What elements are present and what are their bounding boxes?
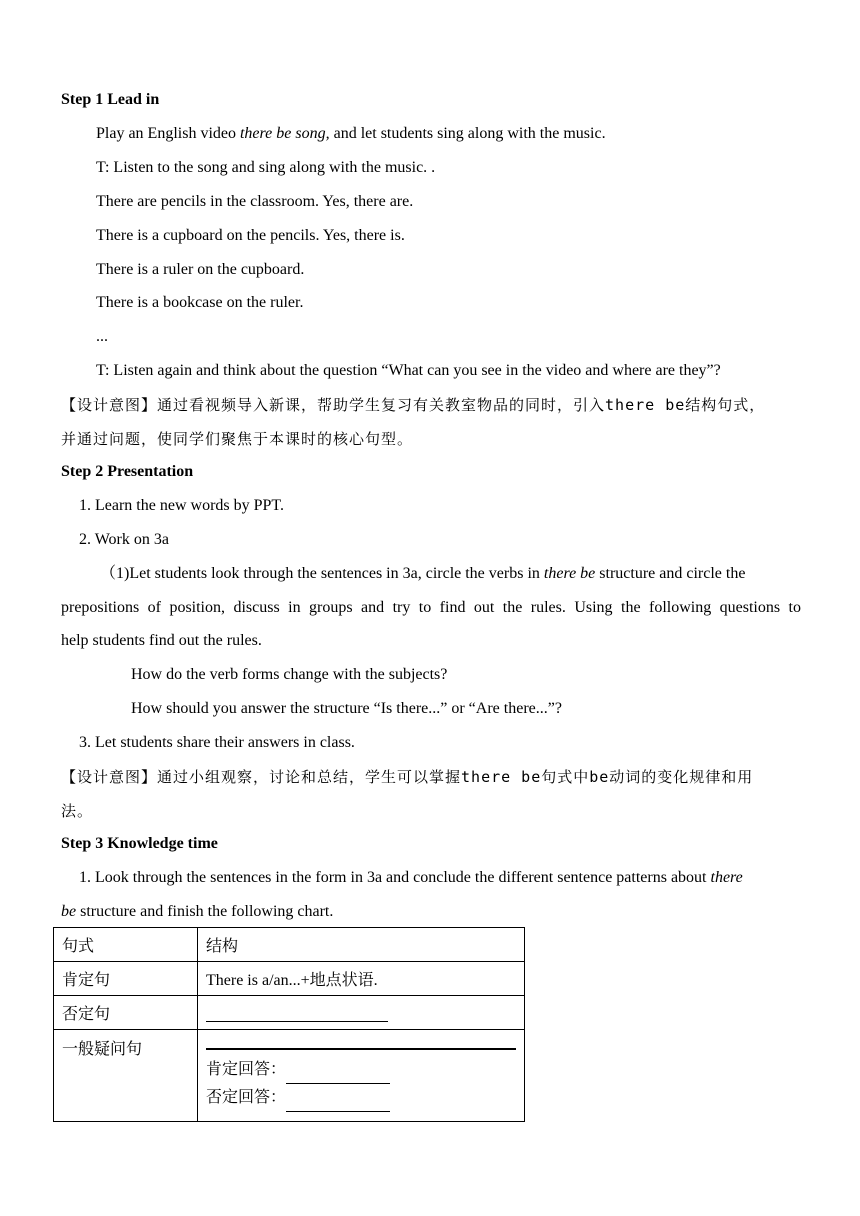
step1-line-video-post: and let students sing along with the music. [329, 125, 606, 142]
table-cell-affirmative: 肯定句 [54, 962, 198, 996]
step2-intent-line1: 【设计意图】通过小组观察，讨论和总结，学生可以掌握there be句式中be动词的变化规律和用 [61, 768, 754, 786]
step2-item3: 3. Let students share their answers in class. [79, 734, 355, 751]
question-blank-line [206, 1036, 516, 1050]
yes-answer-blank [286, 1069, 390, 1084]
step1-line-question: T: Listen again and think about the question “What can you see in the video and where are they”? [96, 362, 721, 379]
step1-title: Step 1 Lead in [61, 91, 160, 108]
step3-item1-line2 [61, 902, 333, 922]
yes-answer-row [206, 1056, 516, 1084]
step1-line-video-pre: Play an English video [96, 125, 240, 142]
step2-item1: 1. Learn the new words by PPT. [79, 497, 284, 514]
no-answer-label: 否定回答： [206, 1089, 287, 1106]
step1-line-cupboard: There is a cupboard on the pencils. Yes, there is. [96, 227, 405, 244]
step2-title: Step 2 Presentation [61, 463, 194, 480]
step2-sub1-line2: prepositions of position, discuss in groups and try to find out the rules. Using the following questions to [61, 599, 801, 616]
sentence-pattern-table [53, 927, 525, 1122]
step3-item1-line2-post: structure and finish the following chart. [76, 903, 334, 920]
step2-question1: How do the verb forms change with the subjects? [131, 666, 448, 683]
table-cell-question: 一般疑问句 [54, 1030, 198, 1122]
no-answer-blank [286, 1097, 390, 1112]
step3-title: Step 3 Knowledge time [61, 835, 218, 852]
table-header-pattern: 句式 [54, 928, 198, 962]
step2-intent-line2: 法。 [61, 802, 94, 820]
step1-line-video [96, 124, 606, 144]
no-answer-row [206, 1084, 516, 1112]
step3-item1-em: there [710, 869, 743, 886]
step1-intent-line1: 【设计意图】通过看视频导入新课，帮助学生复习有关教室物品的同时，引入there be结构句式， [61, 396, 766, 414]
step2-sub1-post: structure and circle the [595, 565, 746, 582]
table-row [54, 962, 525, 996]
step1-line-video-em: there be song, [239, 125, 330, 142]
step2-question2: How should you answer the structure “Is there...” or “Are there...”? [131, 700, 562, 717]
table-header-row [54, 928, 525, 962]
table-cell-negative-structure [198, 996, 525, 1030]
step1-line-ruler: There is a ruler on the cupboard. [96, 261, 305, 278]
table-cell-negative: 否定句 [54, 996, 198, 1030]
step2-sub1-line1 [100, 564, 745, 584]
step3-item1-pre: 1. Look through the sentences in the form in 3a and conclude the different sentence patterns about [79, 869, 711, 886]
table-header-structure: 结构 [198, 928, 525, 962]
step3-item1-line1 [79, 868, 743, 888]
step1-intent-line2: 并通过问题，使同学们聚焦于本课时的核心句型。 [61, 430, 414, 448]
step2-sub1-pre: （1)Let students look through the sentences in 3a, circle the verbs in [100, 565, 544, 582]
table-cell-affirmative-structure: There is a/an...+地点状语. [198, 962, 525, 996]
step2-item2: 2. Work on 3a [79, 531, 169, 548]
step1-line-pencils: There are pencils in the classroom. Yes, there are. [96, 193, 414, 210]
step1-line-bookcase: There is a bookcase on the ruler. [96, 294, 304, 311]
step1-line-ellipsis: ... [96, 328, 108, 345]
negative-blank-line [206, 1007, 388, 1022]
step2-sub1-line3: help students find out the rules. [61, 632, 262, 649]
table-cell-question-structure [198, 1030, 525, 1122]
step1-line-listen: T: Listen to the song and sing along with the music. . [96, 159, 436, 176]
yes-answer-label: 肯定回答： [206, 1061, 287, 1078]
step3-item1-line2-em: be [61, 903, 77, 920]
step2-sub1-em: there be [543, 565, 596, 582]
table-row [54, 1030, 525, 1122]
table-row [54, 996, 525, 1030]
